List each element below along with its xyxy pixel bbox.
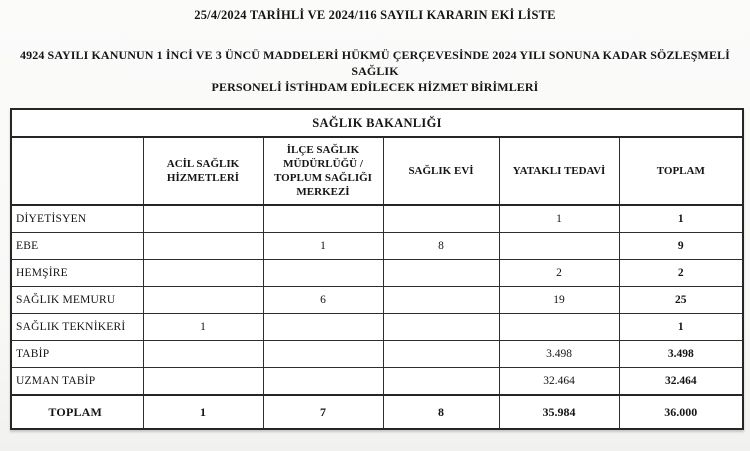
document-title: 25/4/2024 TARİHLİ VE 2024/116 SAYILI KARARIN EKİ LİSTE [194, 8, 556, 22]
total-cell-value: 8 [383, 395, 499, 429]
row-label: UZMAN TABİP [11, 368, 143, 396]
row-label: HEMŞİRE [11, 260, 143, 287]
cell-value [383, 314, 499, 341]
cell-value [263, 205, 383, 233]
row-label: TABİP [11, 341, 143, 368]
cell-value [263, 314, 383, 341]
total-cell-value: 7 [263, 395, 383, 429]
cell-value: 6 [263, 287, 383, 314]
total-cell-value: 1 [143, 395, 263, 429]
cell-value: 32.464 [499, 368, 619, 396]
cell-value [143, 260, 263, 287]
cell-value: 19 [499, 287, 619, 314]
cell-total-value: 25 [619, 287, 743, 314]
total-cell-value: 36.000 [619, 395, 743, 429]
cell-value: 3.498 [499, 341, 619, 368]
total-row-label: TOPLAM [11, 395, 143, 429]
row-label: DİYETİSYEN [11, 205, 143, 233]
cell-total-value: 2 [619, 260, 743, 287]
table-header-row [11, 137, 743, 205]
cell-value [143, 205, 263, 233]
cell-value [143, 233, 263, 260]
document-subtitle-line-1: 4924 SAYILI KANUNUN 1 İNCİ VE 3 ÜNCÜ MADDELERİ HÜKMÜ ÇERÇEVESİNDE 2024 YILI SONUNA KADAR SÖZLEŞMELİ SAĞLIK [20, 48, 730, 78]
column-header-ilce-saglik: İLÇE SAĞLIK MÜDÜRLÜĞÜ / TOPLUM SAĞLIĞI MERKEZİ [263, 137, 383, 205]
column-header-yatakli-tedavi: YATAKLI TEDAVİ [499, 137, 619, 205]
column-header-saglik-evi: SAĞLIK EVİ [383, 137, 499, 205]
cell-value [383, 368, 499, 396]
table-row-hemsire [11, 260, 743, 287]
cell-total-value: 32.464 [619, 368, 743, 396]
cell-total-value: 3.498 [619, 341, 743, 368]
column-header-empty [11, 137, 143, 205]
cell-value: 1 [263, 233, 383, 260]
table-total-row [11, 395, 743, 429]
row-label: EBE [11, 233, 143, 260]
row-label: SAĞLIK MEMURU [11, 287, 143, 314]
cell-value [143, 287, 263, 314]
cell-value [499, 314, 619, 341]
cell-value [263, 341, 383, 368]
row-label: SAĞLIK TEKNİKERİ [11, 314, 143, 341]
cell-value [383, 260, 499, 287]
cell-value [263, 368, 383, 396]
table-banner: SAĞLIK BAKANLIĞI [11, 109, 743, 137]
cell-total-value: 9 [619, 233, 743, 260]
cell-value [499, 233, 619, 260]
cell-value: 2 [499, 260, 619, 287]
cell-value [383, 341, 499, 368]
table-row-uzman-tabip [11, 368, 743, 396]
cell-total-value: 1 [619, 314, 743, 341]
cell-value: 8 [383, 233, 499, 260]
total-cell-value: 35.984 [499, 395, 619, 429]
cell-total-value: 1 [619, 205, 743, 233]
cell-value [143, 341, 263, 368]
cell-value [383, 205, 499, 233]
cell-value: 1 [499, 205, 619, 233]
column-header-toplam: TOPLAM [619, 137, 743, 205]
cell-value [263, 260, 383, 287]
cell-value [143, 368, 263, 396]
health-ministry-staffing-table [10, 108, 744, 430]
cell-value [383, 287, 499, 314]
table-row-tabip [11, 341, 743, 368]
document-subtitle [0, 47, 750, 95]
table-row-diyetisyen [11, 205, 743, 233]
table-row-saglik-memuru [11, 287, 743, 314]
document-subtitle-line-2: PERSONELİ İSTİHDAM EDİLECEK HİZMET BİRİMLERİ [211, 80, 539, 94]
column-header-acil-saglik: ACİL SAĞLIK HİZMETLERİ [143, 137, 263, 205]
table-row-ebe [11, 233, 743, 260]
cell-value: 1 [143, 314, 263, 341]
table-banner-row [11, 109, 743, 137]
table-row-saglik-teknikeri [11, 314, 743, 341]
